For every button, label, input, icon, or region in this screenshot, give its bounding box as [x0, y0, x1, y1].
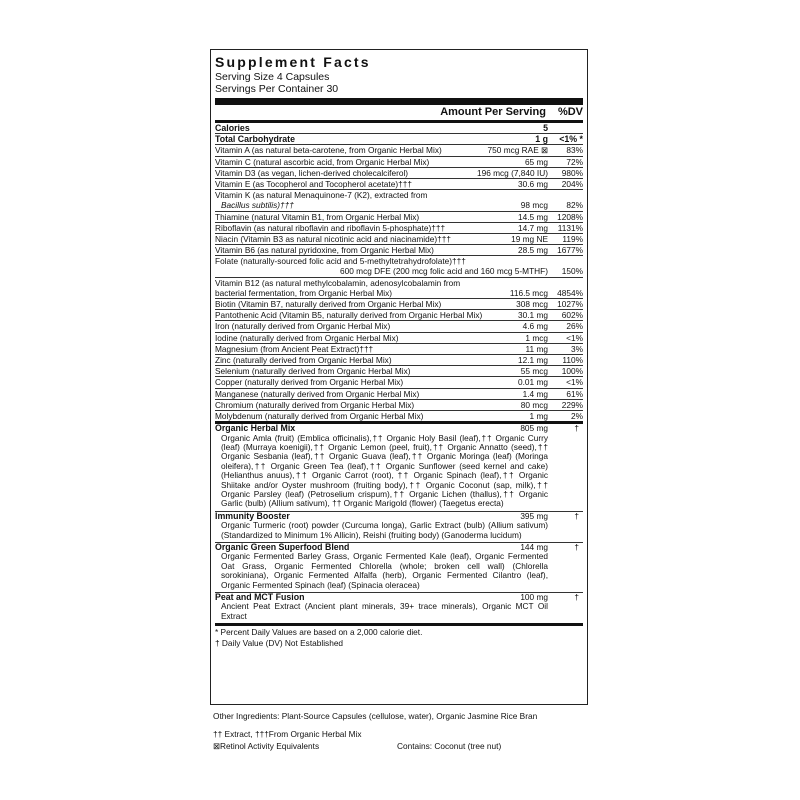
nutrient-rows [215, 123, 583, 424]
nutrient-row [215, 134, 583, 145]
nutrient-dv: 61% [566, 388, 583, 399]
nutrient-row [215, 377, 583, 388]
not-established-footnote: † Daily Value (DV) Not Established [215, 638, 344, 649]
nutrient-amount: 308 mcg [516, 299, 548, 310]
nutrient-dv: 229% [561, 399, 583, 410]
nutrient-amount: 12.1 mg [518, 354, 548, 365]
blend-ingredients: Organic Turmeric (root) powder (Curcuma longa), Garlic Extract (bulb) (Allium sativum) (Standardized to Minimum 1% Allicin), Reishi (fruiting body) (Ganoderma lucidum) [221, 520, 548, 540]
nutrient-name-line2: bacterial fermentation, from Organic Herbal Mix) [215, 287, 393, 298]
nutrient-name: Chromium (naturally derived from Organic Herbal Mix) [215, 399, 415, 410]
nutrient-row [215, 168, 583, 179]
panel-title: Supplement Facts [215, 54, 371, 70]
blend-section [215, 512, 583, 543]
nutrient-name: Calories [215, 123, 250, 133]
extract-note: †† Extract, †††From Organic Herbal Mix [213, 729, 362, 739]
nutrient-name: Thiamine (natural Vitamin B1, from Organic Herbal Mix) [215, 211, 420, 222]
nutrient-dv: 100% [561, 366, 583, 377]
nutrient-dv: 980% [561, 167, 583, 178]
nutrient-name: Vitamin A (as natural beta-carotene, from Organic Herbal Mix) [215, 145, 442, 156]
nutrient-amount: 30.1 mg [518, 310, 548, 321]
nutrient-row [215, 157, 583, 168]
nutrient-amount: 98 mcg [520, 200, 548, 211]
blend-dv: † [574, 541, 579, 552]
nutrient-name: Total Carbohydrate [215, 134, 295, 145]
nutrient-row [215, 278, 583, 299]
blend-amount: 100 mg [520, 592, 548, 603]
nutrient-row [215, 299, 583, 310]
blend-name: Immunity Booster [215, 510, 290, 521]
nutrient-name: Selenium (naturally derived from Organic Herbal Mix) [215, 366, 411, 377]
nutrient-amount: 14.7 mg [518, 222, 548, 233]
nutrient-row [215, 223, 583, 234]
blend-dv: † [574, 510, 579, 521]
nutrient-dv: 119% [562, 233, 583, 244]
allergen-contains: Contains: Coconut (tree nut) [397, 741, 502, 751]
nutrient-name: Pantothenic Acid (Vitamin B5, naturally derived from Organic Herbal Mix) [215, 310, 483, 321]
nutrient-dv: 2% [571, 410, 583, 421]
nutrient-dv: 4854% [557, 287, 583, 298]
nutrient-amount: 14.5 mg [518, 211, 548, 222]
nutrient-row [215, 333, 583, 344]
nutrient-name-line2: Bacillus subtilis)††† [221, 200, 294, 211]
nutrient-amount: 116.5 mcg [509, 287, 548, 298]
nutrient-amount: 1 mcg [525, 332, 548, 343]
thick-divider [215, 98, 583, 105]
nutrient-amount: 196 mcg (7,840 IU) [476, 167, 548, 178]
nutrient-row [215, 321, 583, 332]
nutrient-name: Riboflavin (as natural riboflavin and riboflavin 5-phosphate)††† [215, 222, 446, 233]
nutrient-amount: 1.4 mg [522, 388, 548, 399]
nutrient-dv: 72% [566, 156, 583, 167]
column-header [215, 105, 583, 123]
nutrient-dv: 150% [561, 266, 583, 277]
other-ingredients: Other Ingredients: Plant-Source Capsules (cellulose, water), Organic Jasmine Rice Bran [213, 711, 538, 721]
nutrient-amount: 4.6 mg [522, 321, 548, 332]
servings-per-container: Servings Per Container 30 [215, 83, 339, 95]
nutrient-name: Zinc (naturally derived from Organic Herbal Mix) [215, 354, 392, 365]
nutrient-row [215, 123, 583, 134]
nutrient-dv: 3% [571, 343, 583, 354]
nutrient-name: Biotin (Vitamin B7, naturally derived from Organic Herbal Mix) [215, 299, 442, 310]
nutrient-name: Vitamin E (as Tocopherol and Tocopherol acetate)††† [215, 178, 412, 189]
nutrient-dv: 1677% [557, 245, 583, 256]
nutrient-row [215, 400, 583, 411]
nutrient-row [215, 344, 583, 355]
nutrient-row [215, 310, 583, 321]
nutrient-dv: <1% [566, 377, 583, 388]
nutrient-row [215, 234, 583, 245]
blend-ingredients: Ancient Peat Extract (Ancient plant minerals, 39+ trace minerals), Organic MCT Oil Extract [221, 601, 548, 621]
blend-dv: † [574, 423, 579, 434]
nutrient-dv: <1% [566, 332, 583, 343]
nutrient-name: Iodine (naturally derived from Organic Herbal Mix) [215, 332, 399, 343]
blend-ingredients: Organic Amla (fruit) (Emblica officinalis),†† Organic Holy Basil (leaf),†† Organic Curry (leaf) (Murraya koenigii),†† Organic Lemon (peel, fruit),†† Organic Annatto (seed),†† Organic Sesbania (leaf),†† Organic Guava (leaf),†† Organic Moringa (leaf) (Moringa oleifera),†† Organic Green Tea (leaf),†† Organic Sunflower (seed kernel and cake) (Helianthus anuus),†† Organic Carrot (root), †† Organic Spinach (leaf),†† Organic Shiitake and/or Oyster mushroom (fruiting body),†† Organic Coconut (sap, milk),†† Organic Parsley (leaf) (Petroselium crispum),†† Organic Lichen (thallus),†† Organic Garlic (bulb) (Allium sativum), †† Organic Marigold (flower) (Taegetus erecta) [221, 432, 548, 509]
blend-amount: 144 mg [520, 541, 548, 552]
nutrient-amount: 28.5 mg [518, 245, 548, 256]
nutrient-dv: 1027% [557, 299, 583, 310]
blend-amount: 805 mg [520, 423, 548, 434]
nutrient-amount: 5 [543, 123, 548, 133]
nutrient-dv: <1% * [559, 134, 583, 145]
nutrient-row [215, 190, 583, 211]
nutrient-dv: 26% [566, 321, 583, 332]
nutrient-amount: 750 mcg RAE ⊠ [487, 145, 548, 156]
nutrient-amount: 65 mg [524, 156, 548, 167]
nutrient-dv: 1208% [557, 211, 583, 222]
nutrient-name: Folate (naturally-sourced folic acid and 5-methyltetrahydrofolate)††† [215, 256, 466, 267]
serving-size: Serving Size 4 Capsules [215, 71, 330, 83]
nutrient-dv: 110% [562, 354, 583, 365]
nutrient-name: Magnesium (from Ancient Peat Extract)††† [215, 343, 374, 354]
nutrient-row [215, 366, 583, 377]
nutrient-dv: 602% [561, 310, 583, 321]
nutrient-amount: 30.6 mg [518, 178, 548, 189]
nutrient-name: Vitamin B12 (as natural methylcobalamin, adenosylcobalamin from [215, 277, 461, 288]
nutrient-name: Vitamin C (natural ascorbic acid, from Organic Herbal Mix) [215, 156, 430, 167]
nutrient-dv: 204% [561, 178, 583, 189]
nutrient-row [215, 212, 583, 223]
blend-ingredients: Organic Fermented Barley Grass, Organic Fermented Kale (leaf), Organic Fermented Oat Grass, Organic Fermented Chlorella (whole; broken cell wall) (Chlorella sorokiniana), Organic Fermented Alfalfa (herb), Organic Fermented Cilantro (leaf), Organic Fermented Spinach (leaf) (Spinacia oleracea) [221, 551, 548, 590]
nutrient-amount: 19 mg NE [511, 233, 548, 244]
nutrient-dv: 82% [566, 200, 583, 211]
blend-name: Organic Green Superfood Blend [215, 541, 350, 552]
nutrient-row [215, 389, 583, 400]
nutrient-amount: 1 mg [529, 410, 548, 421]
blend-amount: 395 mg [520, 510, 548, 521]
blend-section [215, 593, 583, 626]
blend-name: Organic Herbal Mix [215, 423, 296, 434]
retinol-note: ⊠Retinol Activity Equivalents [213, 741, 320, 751]
nutrient-amount: 1 g [535, 134, 548, 145]
nutrient-row [215, 355, 583, 366]
nutrient-name-line2: 600 mcg DFE (200 mcg folic acid and 160 mcg 5-MTHF) [340, 266, 548, 277]
amount-per-serving-header: Amount Per Serving [440, 106, 546, 118]
nutrient-amount: 11 mg [525, 343, 548, 354]
nutrient-name: Vitamin D3 (as vegan, lichen-derived cholecalciferol) [215, 167, 409, 178]
nutrient-amount: 0.01 mg [518, 377, 548, 388]
nutrient-dv: 1131% [557, 222, 583, 233]
blend-section [215, 424, 583, 512]
dv-header: %DV [557, 106, 583, 118]
nutrient-row [215, 179, 583, 190]
nutrient-name: Molybdenum (naturally derived from Organic Herbal Mix) [215, 410, 424, 421]
nutrient-row [215, 256, 583, 277]
nutrient-row [215, 245, 583, 256]
nutrient-amount: 55 mcg [520, 366, 548, 377]
nutrient-name: Vitamin K (as natural Menaquinone-7 (K2), extracted from [215, 190, 428, 201]
nutrient-name: Vitamin B6 (as natural pyridoxine, from Organic Herbal Mix) [215, 245, 434, 256]
nutrient-row [215, 145, 583, 156]
nutrient-name: Copper (naturally derived from Organic Herbal Mix) [215, 377, 404, 388]
blend-sections [215, 424, 583, 626]
nutrient-amount: 80 mcg [520, 399, 548, 410]
blend-name: Peat and MCT Fusion [215, 592, 305, 603]
nutrient-name: Iron (naturally derived from Organic Herbal Mix) [215, 321, 391, 332]
nutrient-dv: 83% [566, 145, 583, 156]
nutrient-name: Manganese (naturally derived from Organic Herbal Mix) [215, 388, 420, 399]
blend-dv: † [574, 592, 579, 603]
supplement-facts-panel [210, 49, 588, 705]
nutrient-name: Niacin (Vitamin B3 as natural nicotinic acid and niacinamide)††† [215, 233, 451, 244]
dv-footnote: * Percent Daily Values are based on a 2,000 calorie diet. [215, 627, 423, 638]
blend-section [215, 543, 583, 593]
